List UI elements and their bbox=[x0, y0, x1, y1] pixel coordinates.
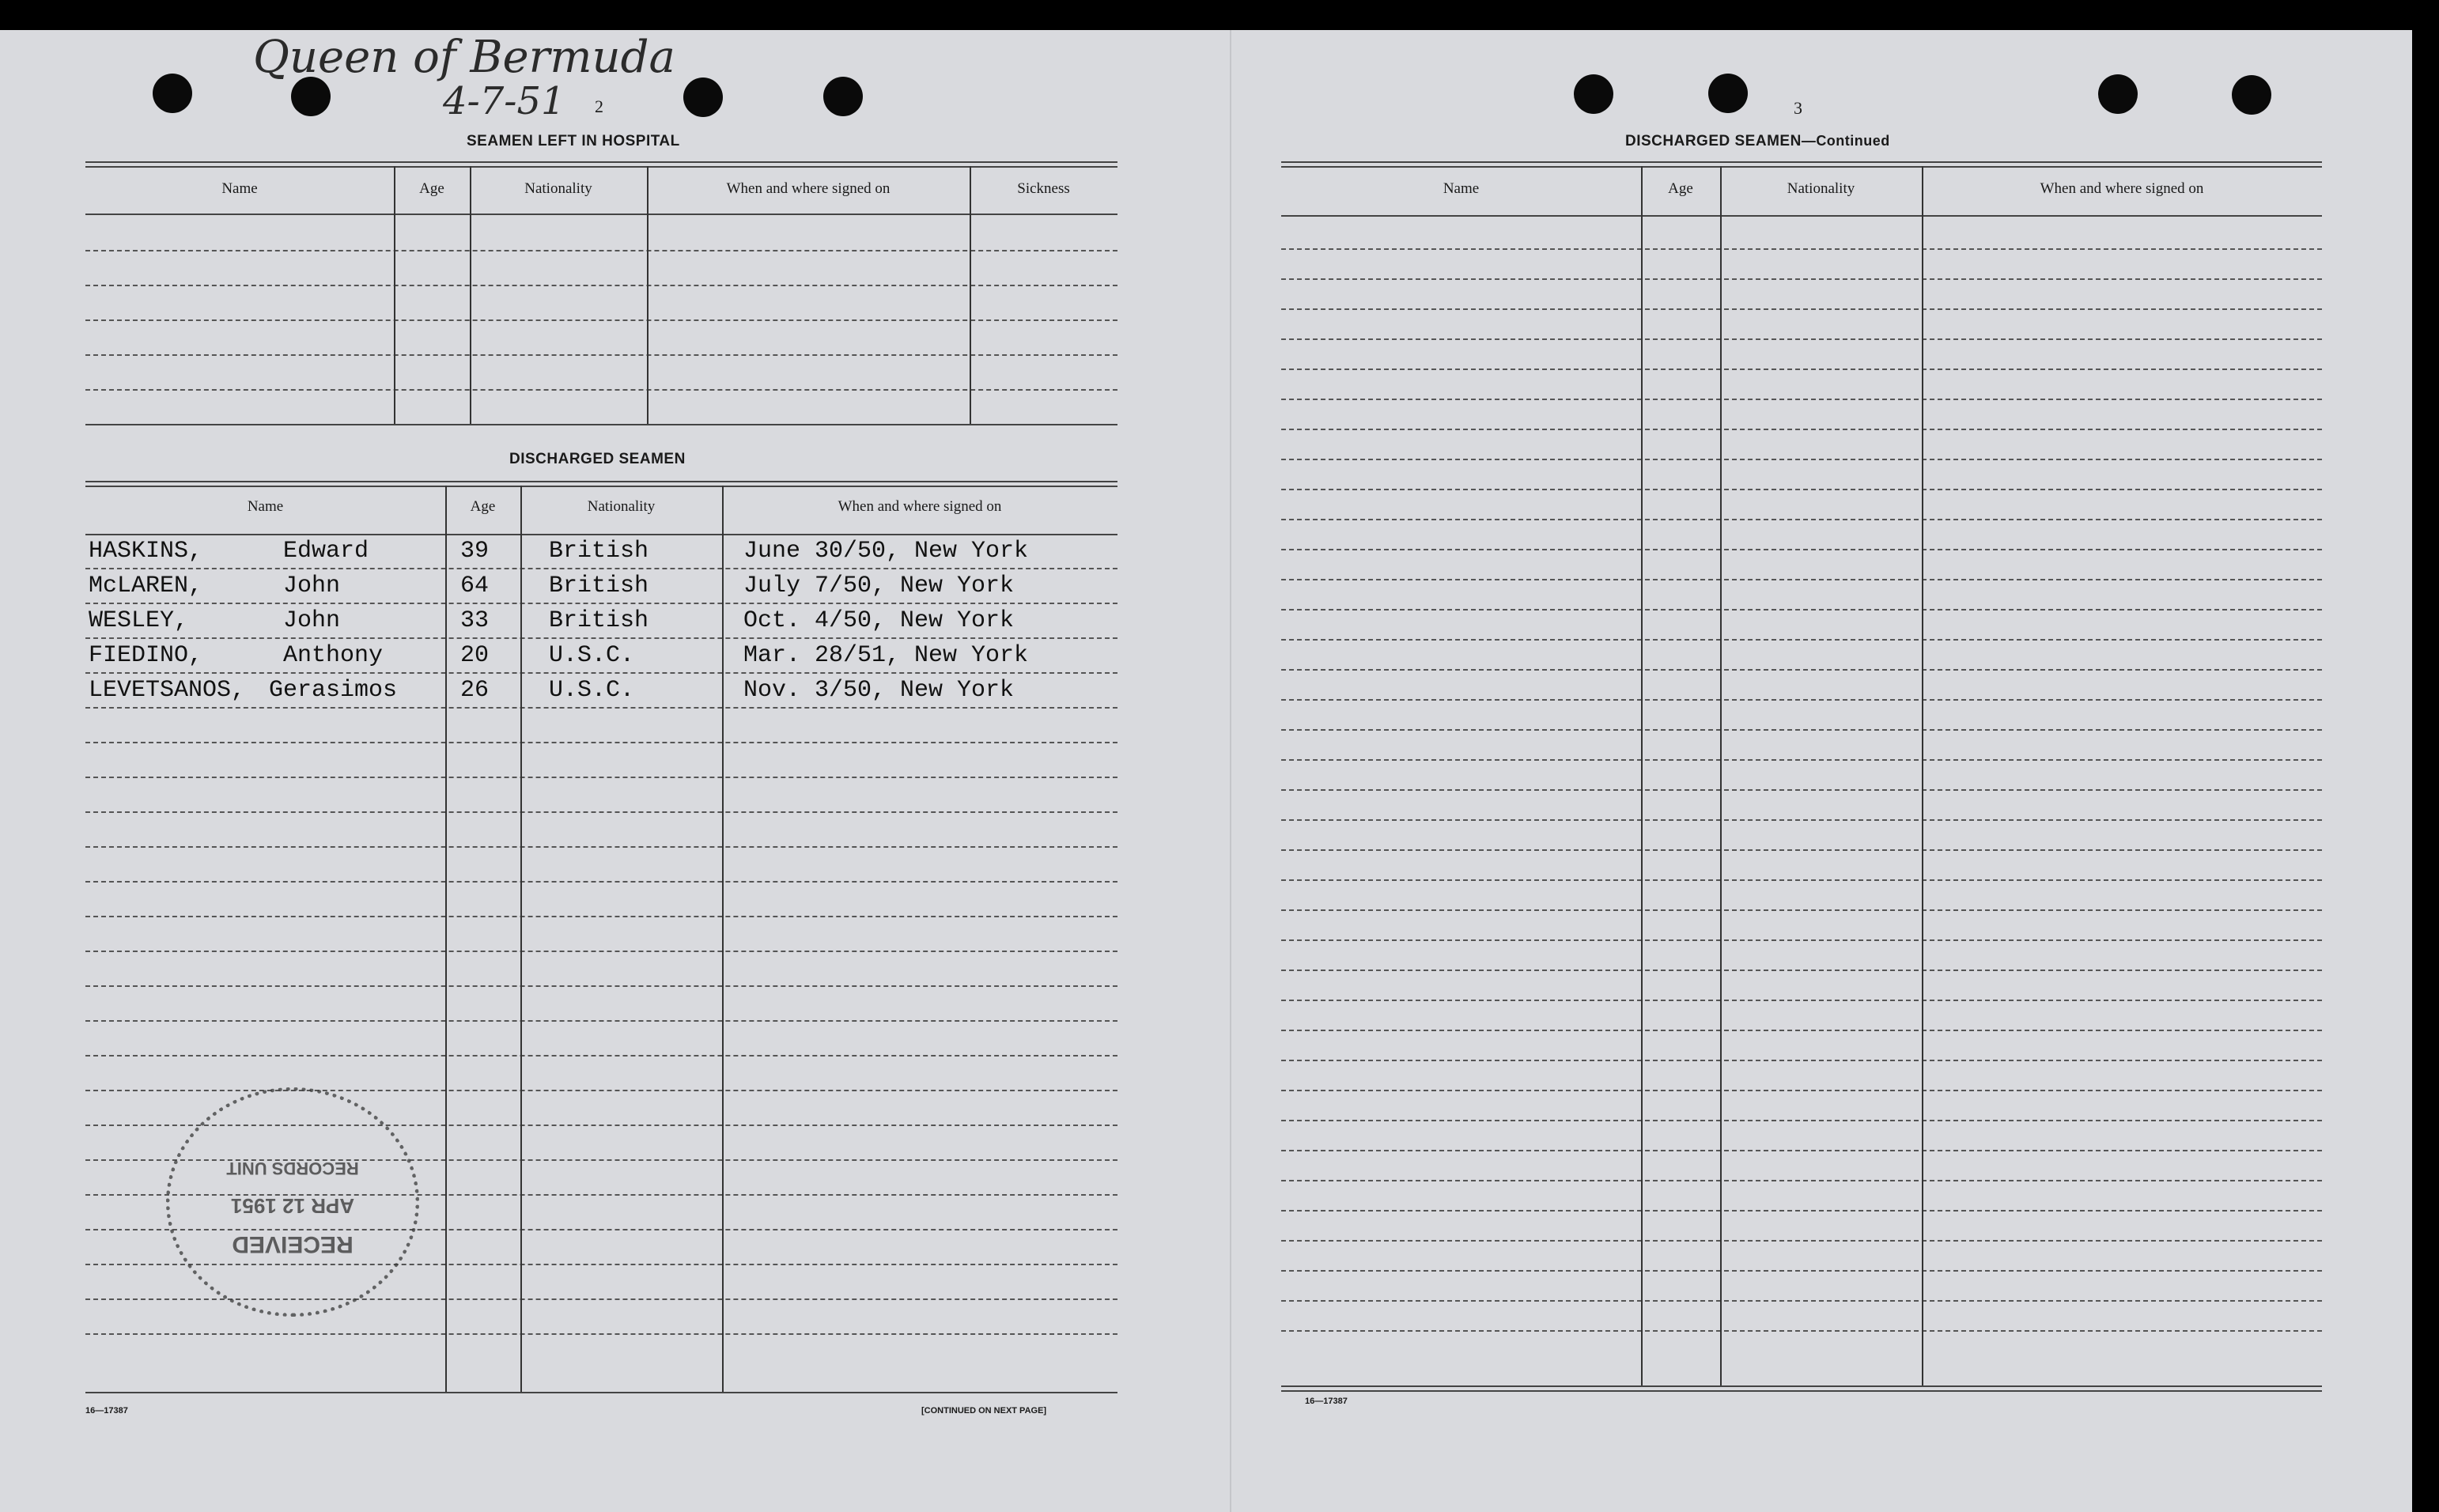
hospital-section-title: SEAMEN LEFT IN HOSPITAL bbox=[467, 133, 680, 149]
handwritten-ship-name: Queen of Bermuda bbox=[253, 32, 675, 83]
seaman-nationality: British bbox=[549, 607, 649, 634]
column-header: Nationality bbox=[524, 180, 592, 197]
column-header: When and where signed on bbox=[726, 180, 891, 197]
page-number-left: 2 bbox=[595, 96, 603, 116]
column-header: Sickness bbox=[1017, 180, 1070, 197]
discharged-continued-table bbox=[1281, 161, 2322, 1392]
form-number-right: 16—17387 bbox=[1305, 1397, 1348, 1406]
stamp-received-text: RECEIVED bbox=[232, 1231, 354, 1257]
seaman-given-name: John bbox=[283, 573, 341, 599]
seaman-signed-on: Oct. 4/50, New York bbox=[743, 607, 1015, 634]
seaman-age: 39 bbox=[460, 538, 490, 565]
continued-suffix: —Continued bbox=[1801, 133, 1890, 149]
discharged-continued-label: DISCHARGED SEAMEN bbox=[1625, 133, 1802, 149]
discharged-continued-title bbox=[1625, 133, 1890, 150]
discharged-section-title: DISCHARGED SEAMEN bbox=[509, 451, 686, 467]
seaman-signed-on: July 7/50, New York bbox=[743, 573, 1015, 599]
seaman-given-name: John bbox=[283, 607, 341, 634]
seaman-surname: HASKINS, bbox=[89, 538, 203, 565]
seaman-surname: WESLEY, bbox=[89, 607, 189, 634]
column-header: Name bbox=[221, 180, 258, 197]
punch-hole bbox=[823, 77, 863, 116]
seaman-nationality: U.S.C. bbox=[549, 677, 635, 704]
column-header: Age bbox=[419, 180, 444, 197]
punch-hole bbox=[683, 77, 723, 117]
seaman-surname: McLAREN, bbox=[89, 573, 203, 599]
seaman-age: 26 bbox=[460, 677, 490, 704]
seaman-given-name: Edward bbox=[283, 538, 369, 565]
continued-note: [CONTINUED ON NEXT PAGE] bbox=[921, 1406, 1047, 1416]
seaman-signed-on: Mar. 28/51, New York bbox=[743, 642, 1029, 669]
seaman-signed-on: Nov. 3/50, New York bbox=[743, 677, 1015, 704]
column-header: Name bbox=[247, 498, 284, 515]
hospital-table bbox=[85, 161, 1117, 430]
column-header: Age bbox=[470, 498, 496, 515]
column-header: When and where signed on bbox=[838, 498, 1002, 515]
punch-hole bbox=[1574, 74, 1613, 114]
seaman-nationality: British bbox=[549, 573, 649, 599]
column-header: Nationality bbox=[587, 498, 656, 515]
punch-hole bbox=[2232, 75, 2271, 115]
column-header: Age bbox=[1668, 180, 1693, 197]
punch-hole bbox=[2098, 74, 2138, 114]
form-number-left: 16—17387 bbox=[85, 1406, 128, 1416]
received-stamp bbox=[166, 1087, 419, 1317]
seaman-surname: LEVETSANOS, bbox=[89, 677, 246, 704]
seaman-signed-on: June 30/50, New York bbox=[743, 538, 1029, 565]
punch-hole bbox=[153, 74, 192, 113]
seaman-nationality: U.S.C. bbox=[549, 642, 635, 669]
column-header: Nationality bbox=[1787, 180, 1855, 197]
column-header: Name bbox=[1443, 180, 1480, 197]
seaman-nationality: British bbox=[549, 538, 649, 565]
seaman-given-name: Anthony bbox=[283, 642, 384, 669]
page-number-right: 3 bbox=[1794, 98, 1802, 118]
page-fold bbox=[1230, 30, 1231, 1512]
seaman-age: 64 bbox=[460, 573, 490, 599]
seaman-age: 20 bbox=[460, 642, 490, 669]
seaman-age: 33 bbox=[460, 607, 490, 634]
handwritten-date: 4-7-51 bbox=[443, 79, 565, 123]
seaman-surname: FIEDINO, bbox=[89, 642, 203, 669]
stamp-unit-text: RECORDS UNIT bbox=[226, 1159, 359, 1178]
column-header: When and where signed on bbox=[2040, 180, 2204, 197]
seaman-given-name: Gerasimos bbox=[269, 677, 398, 704]
stamp-date-text: APR 12 1951 bbox=[230, 1194, 355, 1218]
punch-hole bbox=[1708, 74, 1748, 113]
